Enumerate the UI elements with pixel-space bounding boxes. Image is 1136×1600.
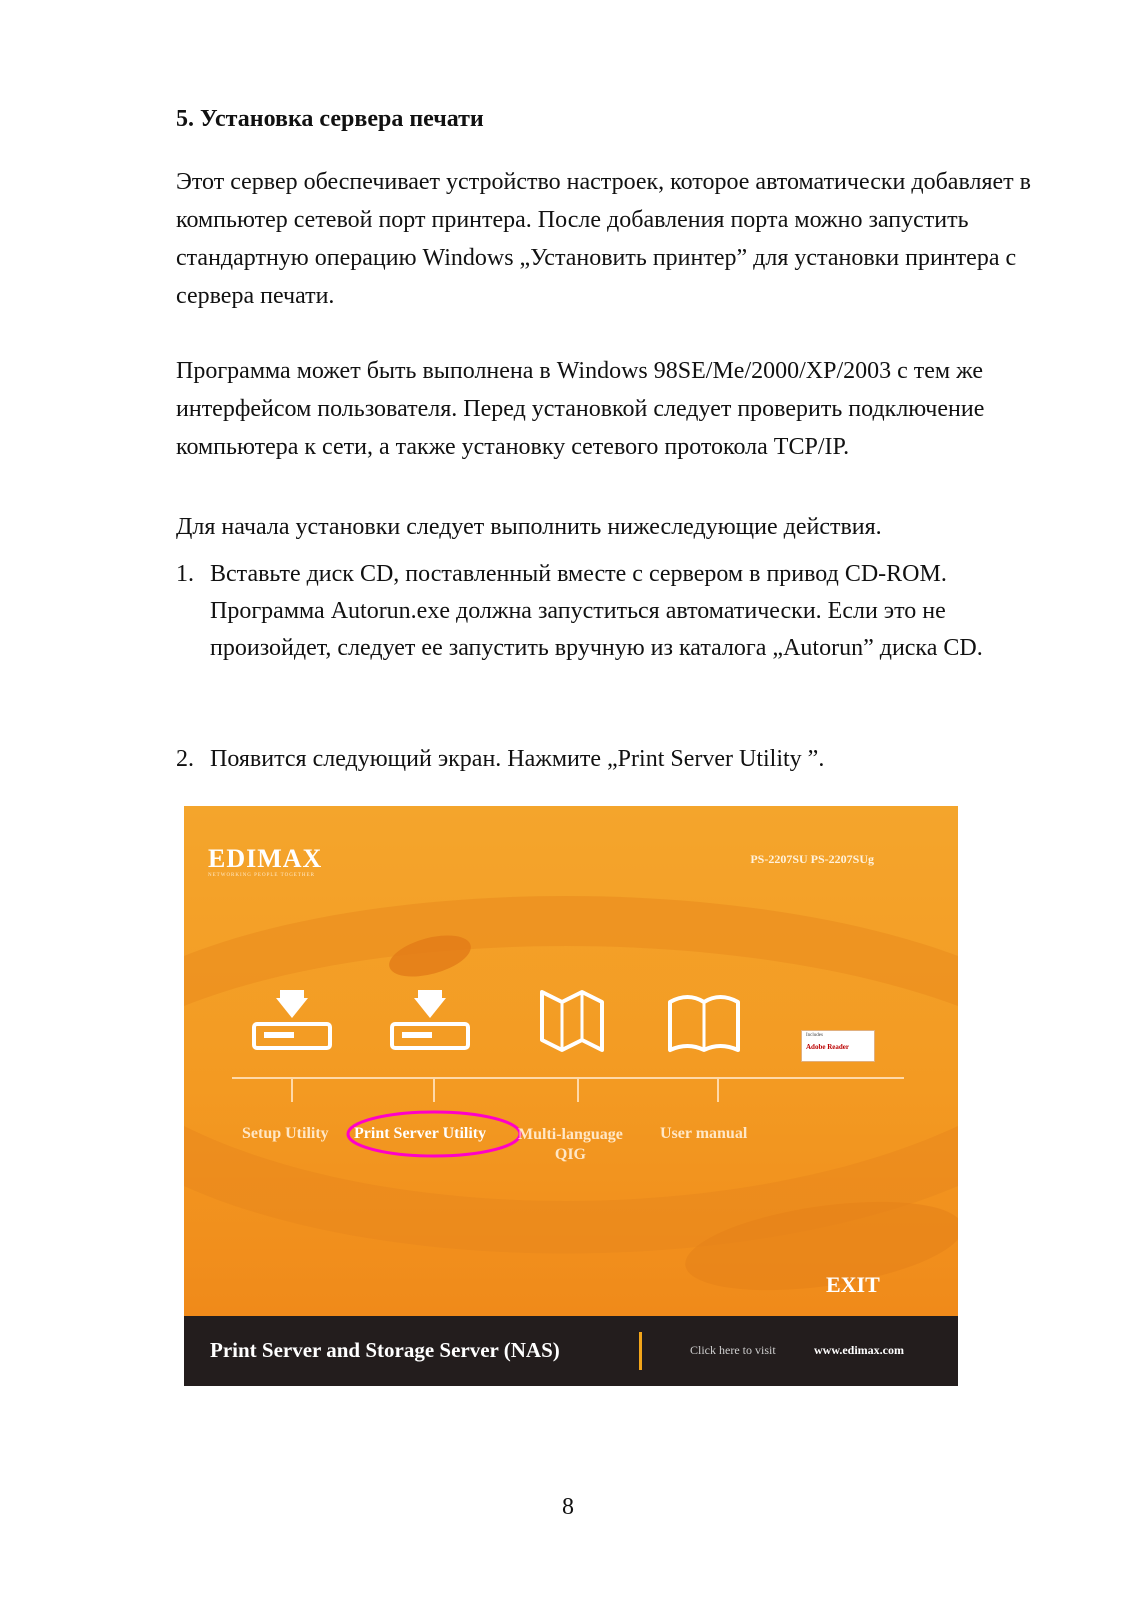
qig-label-line2: QIG bbox=[554, 1146, 586, 1163]
exit-button[interactable]: EXIT bbox=[826, 1272, 880, 1297]
autorun-screenshot bbox=[184, 806, 958, 1386]
product-title: Print Server and Storage Server (NAS) bbox=[210, 1338, 560, 1362]
list-item-text: Вставьте диск CD, поставленный вместе с сервером в привод CD-ROM. Программа Autorun.exe должна запуститься автоматически. Если это не произойдет, следует ее запустить вручную из каталога „Autorun” диска CD. bbox=[210, 561, 983, 661]
setup-utility-icon[interactable] bbox=[254, 990, 330, 1048]
footer-divider bbox=[639, 1332, 642, 1370]
multi-language-qig-icon[interactable] bbox=[542, 992, 602, 1050]
steps-intro: Для начала установки следует выполнить нижеследующие действия. bbox=[176, 514, 882, 540]
website-link[interactable]: www.edimax.com bbox=[814, 1343, 904, 1357]
list-item-number: 1. bbox=[176, 561, 194, 587]
setup-utility-link[interactable]: Setup Utility bbox=[242, 1125, 329, 1142]
intro-paragraph: Этот сервер обеспечивает устройство настроек, которое автоматически добавляет в компьютер сетевой порт принтера. После добавления порта можно запустить стандартную операцию Windows „Установить принтер” для установки принтера с сервера печати. bbox=[176, 169, 1031, 309]
list-item-text: Появится следующий экран. Нажмите „Print Server Utility ”. bbox=[210, 746, 825, 772]
user-manual-icon[interactable] bbox=[670, 997, 738, 1050]
print-server-utility-icon[interactable] bbox=[392, 990, 468, 1048]
section-heading: 5. Установка сервера печати bbox=[176, 106, 484, 132]
qig-label-line1: Multi-language bbox=[518, 1126, 623, 1143]
footer-bar bbox=[184, 1316, 958, 1386]
print-server-utility-link[interactable]: Print Server Utility bbox=[354, 1125, 487, 1142]
list-item bbox=[176, 556, 1056, 667]
adobe-includes-label: Includes bbox=[806, 1033, 823, 1038]
page-number: 8 bbox=[562, 1494, 574, 1520]
adobe-reader-label: Adobe Reader bbox=[806, 1043, 849, 1051]
list-item-number: 2. bbox=[176, 746, 194, 772]
model-numbers: PS-2207SU PS-2207SUg bbox=[750, 852, 874, 866]
logo-tagline: NETWORKING PEOPLE TOGETHER bbox=[208, 873, 315, 878]
adobe-reader-badge[interactable] bbox=[801, 1030, 875, 1062]
edimax-logo: EDIMAX bbox=[208, 844, 323, 873]
visit-label: Click here to visit bbox=[690, 1343, 776, 1357]
list-item bbox=[176, 741, 1056, 778]
user-manual-link[interactable]: User manual bbox=[660, 1125, 748, 1142]
requirements-paragraph: Программа может быть выполнена в Windows 98SE/Me/2000/XP/2003 с тем же интерфейсом пользователя. Перед установкой следует проверить подключение компьютера к сети, а также установку сетевого протокола TCP/IP. bbox=[176, 358, 985, 460]
multi-language-qig-link[interactable] bbox=[518, 1125, 623, 1165]
